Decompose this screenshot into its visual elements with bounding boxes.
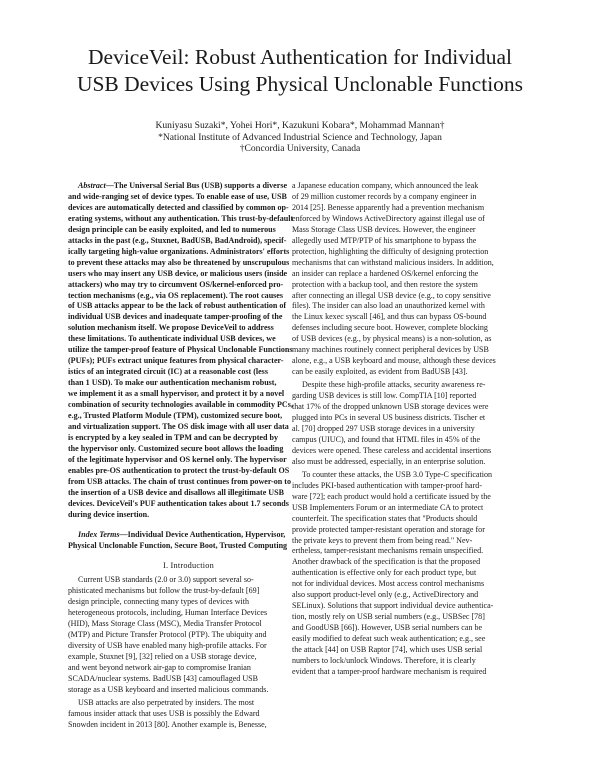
intro-paragraph-2: USB attacks are also perpetrated by insiders. The most famous insider attack that uses USB is possibly the Edward Snowden incident in 2013 [80]. Another example is, Benesse,: [68, 697, 267, 729]
affiliation-1: *National Institute of Advanced Industrial Science and Technology, Japan: [158, 131, 442, 143]
affiliation-2: †Concordia University, Canada: [239, 143, 361, 154]
section-heading-introduction: I. Introduction: [163, 561, 214, 571]
body-paragraph-2: Despite these high-profile attacks, security awareness re- garding USB devices is still low. CompTIA [10] reported that 17% of the dropped unknown USB storage devices were plugged into PCs in several US business districts. Tischer et al. [70] dropped 297 USB storage devices in a university campus (UIUC), and found that HTML files in 45% of the devices were opened. These careless and accidental insertions also must be addressed, especially, in an enterprise solution.: [292, 380, 492, 466]
left-column: [68, 181, 309, 731]
author-names: Kuniyasu Suzaki*, Yohei Hori*, Kazukuni Kobara*, Mohammad Mannan†: [155, 120, 445, 131]
right-column: [292, 181, 533, 678]
author-block: [0, 120, 600, 155]
abstract: Abstract—The Universal Serial Bus (USB) supports a diverse and wide-ranging set of device types. To enable ease of use, USB devices are automatically detected and classified by common op- erating systems, without any authentication. This trust-by-default design principle can be easily exploited, and led to numerous attacks in the past (e.g., Stuxnet, BadUSB, BadAndroid), specif- ically targeting high-value organizations. Administrators' efforts to prevent these attacks may also be threatened by unscrupulous users who may insert any USB device, or malicious users (inside attackers) who may try to circumvent OS/kernel-enforced pro- tection mechanisms (e.g., via OS replacement). The root causes of USB attacks appear to be the lack of robust authentication of individual USB devices and inadequate tamper-proofing of the solution mechanism itself. We propose DeviceVeil to address these limitations. To authenticate individual USB devices, we utilize the tamper-proof feature of Physical Unclonable Functions (PUFs); PUFs extract unique features from physical character- istics of an integrated circuit (IC) at a reasonable cost (less than 1 USD). To make our authentication mechanism robust, we implement it as a small hypervisor, and protect it by a novel combination of security technologies available in commodity PCs, e.g., Trusted Platform Module (TPM), customized secure boot, and virtualization support. The OS disk image with all user data is encrypted by a key sealed in TPM and can be decrypted by the hypervisor only. Customized secure boot allows the loading of the legitimate hypervisor and OS kernel only. The hypervisor enables pre-OS authentication to protect the trust-by-default OS from USB attacks. The chain of trust continues from power-on to the insertion of a USB device and disallows all illegitimate USB devices. DeviceVeil's PUF authentication takes about 1.7 seconds during device insertion.: [68, 181, 294, 519]
title-line-1: DeviceVeil: Robust Authentication for Individual: [88, 45, 512, 69]
index-terms: Index Terms—Individual Device Authentication, Hypervisor, Physical Unclonable Function, Secure Boot, Trusted Computing: [68, 529, 288, 550]
abstract-label: Abstract: [78, 181, 106, 190]
intro-paragraph-1: Current USB standards (2.0 or 3.0) support several so- phisticated mechanisms but follow the trust-by-default [69] design principle, connecting many types of devices with heterogeneous protocols, including, Human Interface Devices (HID), Mass Storage Class (MSC), Media Transfer Protocol (MTP) and Picture Transfer Protocol (PTP). The ubiquity and diversity of USB have enabled many high-profile attacks. For example, Stuxnet [9], [32] relied on a USB storage device, and went beyond network air-gap to compromise Iranian SCADA/nuclear systems. BadUSB [43] camouflaged USB storage as a USB keyboard and inserted malicious commands.: [68, 575, 269, 694]
body-paragraph-1: a Japanese education company, which announced the leak of 29 million customer records by a company engineer in 2014 [25]. Benesse apparently had a prevention mechanism enforced by Windows ActiveDirectory against illegal use of Mass Storage Class USB devices. However, the engineer allegedly used MTP/PTP of his smartphone to bypass the protection, highlighting the difficulty of designing protection mechanisms that can withstand malicious insiders. In addition, an insider can replace a hardened OS/kernel enforcing the protection with a backup tool, and then restore the system after connecting an illegal USB device (e.g., to copy sensitive files). The insider can also load an unauthorized kernel with the Linux kexec syscall [46], and thus can bypass OS-bound defenses including secure boot. However, complete blocking of USB devices (e.g., by physical means) is a non-solution, as many machines routinely connect peripheral devices by USB alone, e.g., a USB keyboard and mouse, although these devices can be easily exploited, as evident from BadUSB [43].: [292, 181, 496, 377]
body-paragraph-3: To counter these attacks, the USB 3.0 Type-C specification includes PKI-based authentication with tamper-proof hard- ware [72]; each product would hold a certificate issued by the USB Implementers Forum or an intermediate CA to protect counterfeit. The specification states that "Products should provide protected tamper-resistant operation and storage for the private keys to prevent them from being read." Nev- ertheless, tamper-resistant mechanisms remain unspecified. Another drawback of the specification is that the proposed authentication is effective only for each product type, but not for individual devices. Most access control mechanisms also support product-level only (e.g., ActiveDirectory and SELinux). Solutions that support individual device authentica- tion, mostly rely on USB serial numbers (e.g., USBSec [78] and GoodUSB [66]). However, USB serial numbers can be easily modified to defeat such weak authentication; e.g., see the attack [44] on USB Raptor [74], which uses USB serial numbers to lock/unlock Windows. Therefore, it is clearly evident that a tamper-proof hardware mechanism is required: [292, 469, 494, 676]
paper-title: [0, 44, 600, 98]
title-line-2: USB Devices Using Physical Unclonable Functions: [76, 72, 524, 96]
index-terms-label: Index Terms: [78, 529, 120, 539]
